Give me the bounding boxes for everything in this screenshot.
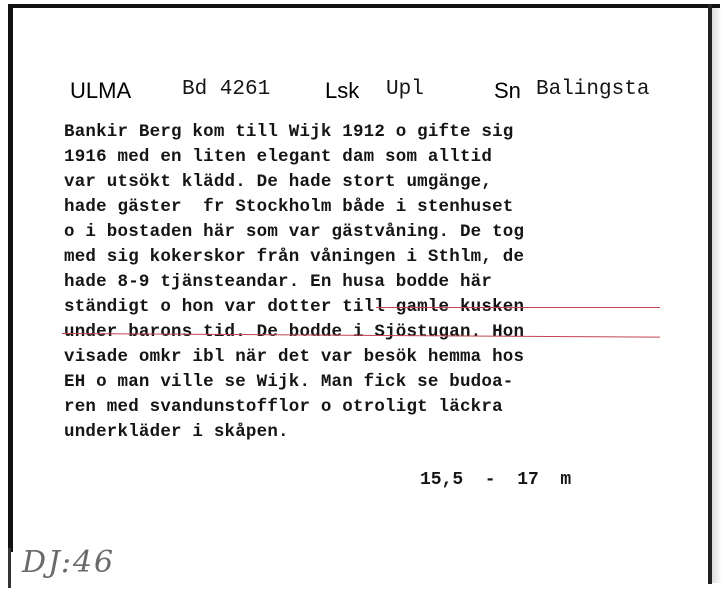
sn-label: Sn <box>494 78 521 103</box>
card-header <box>70 78 690 108</box>
text-line: var utsökt klädd. De hade stort umgänge, <box>64 172 493 192</box>
lsk-label: Lsk <box>325 78 360 103</box>
text-line: visade omkr ibl när det var besök hemma hos <box>64 347 525 367</box>
sn-value: Balingsta <box>536 78 650 101</box>
text-line: underkläder i skåpen. <box>64 422 289 442</box>
red-underline-mark <box>376 307 660 308</box>
handwritten-signum: DJ:46 <box>22 545 116 580</box>
card-border-right <box>708 4 712 584</box>
card-body-text <box>64 120 674 445</box>
text-line: 1916 med en liten elegant dam som alltid <box>64 147 493 167</box>
measure-range: 15,5 - 17 m <box>420 470 572 490</box>
bd-number: Bd 4261 <box>182 78 271 101</box>
card-border-top <box>8 4 720 8</box>
text-line: o i bostaden här som var gästvåning. De tog <box>64 222 525 242</box>
card-border-bottom <box>8 548 11 588</box>
text-line: Bankir Berg kom till Wijk 1912 o gifte sig <box>64 122 514 142</box>
text-line: hade 8-9 tjänsteandar. En husa bodde här <box>64 272 493 292</box>
text-line: ständigt o hon var dotter till gamle kusken <box>64 297 525 317</box>
text-line: under barons tid. De bodde i Sjöstugan. Hon <box>64 322 525 342</box>
card-edge-shadow <box>712 8 722 583</box>
text-line: EH o man ville se Wijk. Man fick se budoa- <box>64 372 514 392</box>
text-line: med sig kokerskor från våningen i Sthlm, de <box>64 247 525 267</box>
text-line: ren med svandunstofflor o otroligt läckra <box>64 397 503 417</box>
card-border-left <box>8 4 13 552</box>
text-line: hade gäster fr Stockholm både i stenhuset <box>64 197 514 217</box>
lsk-value: Upl <box>386 78 424 101</box>
archive-code: ULMA <box>70 78 132 103</box>
